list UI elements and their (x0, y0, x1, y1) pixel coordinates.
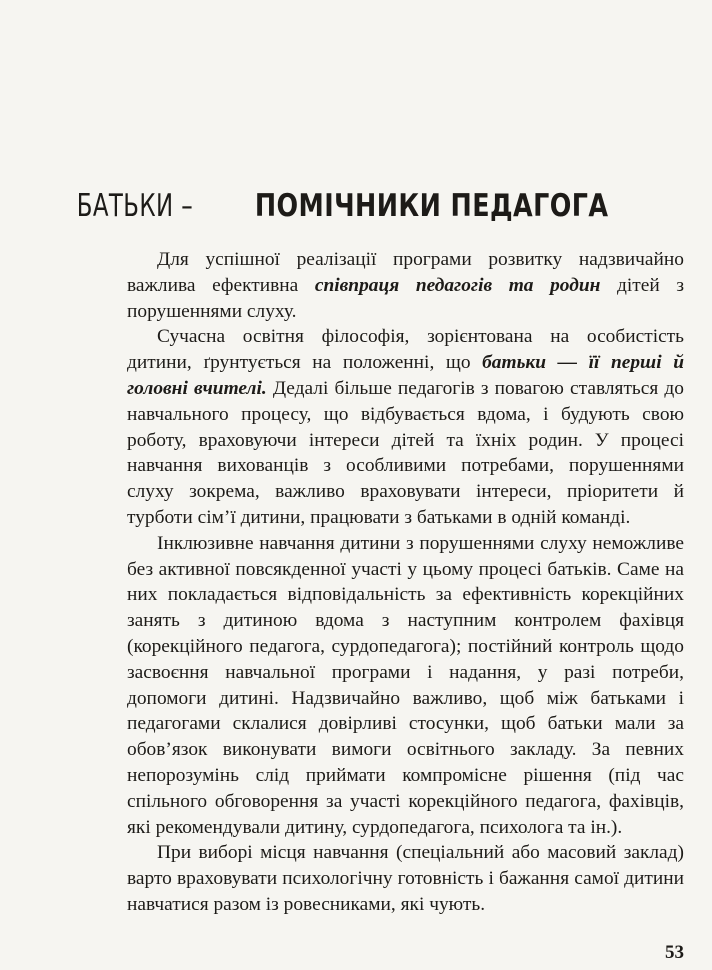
paragraph-1-before: Для успішної реалізації програми розвитку надзвичайно важлива ефективна (127, 249, 684, 296)
paragraph-1 (127, 247, 684, 324)
paragraph-2-after: Дедалі більше педагогів з повагою ставляться до навчального процесу, що відбувається вдома, і будують свою роботу, враховуючи інтереси дітей та їхніх родин. У процесі навчання вихованців з особливими потребами, порушеннями слуху зокрема, важливо враховувати інтереси, пріоритети й турботи сім’ї дитини, працювати з батьками в одній команді. (127, 377, 684, 528)
paragraph-1-after: дітей з порушеннями слуху. (127, 274, 684, 322)
paragraph-3: Інклюзивне навчання дитини з порушеннями слуху неможливе без активної повсякденної участі у цьому процесі батьків. Саме на них покладається відповідальність за ефективність корекційних занять з дитиною вдома з наступним контролем фахівця (корекційного педагога, сурдопедагога); постійний контроль щодо засвоєння навчальної програми і надання, у разі потреби, допомоги дитині. Надзвичайно важливо, щоб між батьками і педагогами склалися довірливі стосунки, щоб батьки мали за обов’язок виконувати вимоги освітнього закладу. За певних непорозумінь слід приймати компромісне рішення (під час спільного обговорення за участі корекційного педагога, фахівців, які рекомендували дитину, сурдопедагога, психолога та ін.). (127, 532, 684, 838)
page-number: 53 (665, 942, 684, 963)
paragraph-2 (127, 324, 684, 530)
paragraph-1-emphasis: співпраця педагогів та родин (314, 274, 601, 296)
title-part-bold: ПОМІЧНИКИ ПЕДАГОГА (255, 188, 609, 224)
paragraph-4: При виборі місця навчання (спеціальний або масовий заклад) варто враховувати психологічну готовність і бажання самої дитини навчатися разом із ровесниками, які чують. (127, 842, 684, 915)
body-text (127, 247, 684, 918)
paragraph-2-emphasis: батьки — її перші й головні вчителі. (127, 352, 684, 399)
title-part-light: БАТЬКИ – (77, 188, 194, 224)
paragraph-2-before: Сучасна освітня філософія, зорієнтована на особистість дитини, ґрунтується на положенні, що (127, 326, 684, 374)
page-title (0, 186, 712, 226)
